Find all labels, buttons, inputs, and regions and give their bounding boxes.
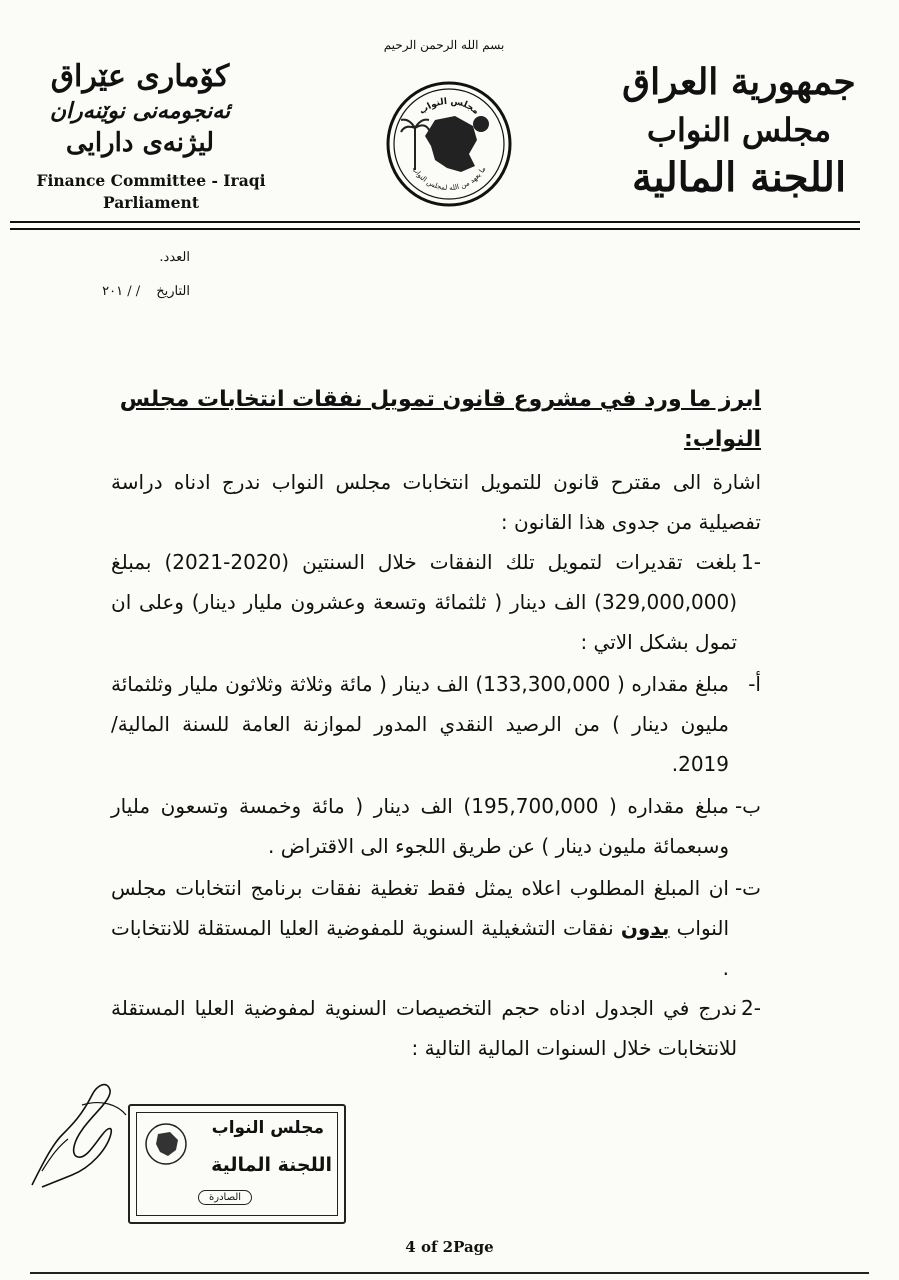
english-header-line1: Finance Committee - Iraqi	[36, 171, 266, 190]
number-field	[30, 250, 190, 265]
date-value: / / ٢٠١	[102, 284, 141, 299]
stamp-parliament: مجلس النواب	[211, 1118, 324, 1138]
seal-bottom-text: ما يعهد من الله لمجلس النواب	[410, 165, 488, 193]
seal-top-text: مجلس النواب	[417, 96, 481, 117]
kurdish-parliament: ئەنجومەنی نوێنەران	[49, 98, 231, 124]
arabic-header	[619, 58, 859, 202]
arabic-committee: اللجنة المالية	[631, 154, 847, 201]
sub-item-b	[111, 786, 761, 866]
list-item-1-number: -1	[741, 550, 761, 574]
sub-item-a	[111, 664, 761, 784]
signature-icon	[22, 1075, 142, 1195]
list-item-2-number: -2	[741, 996, 761, 1020]
list-item-1-text: بلغت تقديرات لتمويل تلك النفقات خلال السنتين (2020-2021) بمبلغ (329,000,000) الف دينار ( ثلثمائة وتسعة وعشرون مليار دينار) وعلى ان تمول بشكل الاتي :	[111, 550, 738, 654]
footer-divider	[30, 1272, 869, 1274]
document-title: ابرز ما ورد في مشروع قانون تمويل نفقات انتخابات مجلس النواب:	[119, 387, 761, 452]
stamp-outgoing: الصادرة	[198, 1190, 252, 1205]
sub-item-b-letter: ب-	[734, 794, 761, 818]
sub-item-a-letter: أ-	[748, 672, 761, 696]
iraq-map-icon	[144, 1122, 188, 1166]
parliament-seal-icon	[385, 80, 513, 208]
sub-item-b-text: مبلغ مقداره ( 195,700,000) الف دينار ( مائة وخمسة وتسعون مليار وسبعمائة مليون دينار ) عن طريق اللجوء الى الاقتراض .	[111, 794, 729, 858]
kurdish-header	[40, 58, 240, 160]
page-number: 4 of 2Page	[405, 1238, 494, 1256]
list-item-2	[111, 988, 761, 1068]
sub-item-c-letter: ت-	[734, 876, 761, 900]
list-item-2-text: ندرج في الجدول ادناه حجم التخصيصات السنوية لمفوضية العليا المستقلة للانتخابات خلال السنوات المالية التالية :	[111, 996, 738, 1060]
basmala: بسم الله الرحمن الرحيم	[383, 38, 505, 52]
sub-item-c-text-after: نفقات التشغيلية السنوية للمفوضية العليا المستقلة للانتخابات .	[111, 916, 729, 980]
stamp-committee: اللجنة المالية	[211, 1154, 332, 1176]
date-label: التاريخ	[156, 284, 190, 299]
number-label: العدد.	[159, 250, 190, 265]
header-divider-double	[10, 228, 860, 230]
sub-item-c-text-before: ان المبلغ المطلوب اعلاه يمثل فقط تغطية نفقات برنامج انتخابات مجلس النواب	[111, 876, 729, 940]
sub-item-c	[111, 868, 761, 988]
sub-item-c-text	[111, 868, 729, 988]
sub-item-a-text: مبلغ مقداره ( 133,300,000) الف دينار ( مائة وثلاثة وثلاثون مليار وثلثمائة مليون دينار ) من الرصيد النقدي المدور لموازنة العامة للسنة المالية/ 2019.	[111, 672, 730, 776]
list-item-1	[111, 542, 761, 662]
kurdish-committee: لیژنەی دارایی	[65, 128, 215, 158]
date-field	[30, 284, 190, 299]
header-divider	[10, 221, 860, 223]
sub-item-c-emphasis: بدون	[620, 916, 670, 940]
document-body	[111, 380, 761, 1068]
svg-text:مجلس النواب	[418, 97, 481, 117]
intro-paragraph: اشارة الى مقترح قانون للتمويل انتخابات مجلس النواب ندرج ادناه دراسة تفصيلية من جدوى هذا القانون :	[111, 470, 761, 534]
arabic-parliament: مجلس النواب	[646, 111, 832, 149]
committee-stamp	[128, 1104, 346, 1224]
english-header	[36, 170, 266, 214]
arabic-country: جمهورية العراق	[622, 61, 856, 103]
svg-text:ما يعهد من الله لمجلس النواب	[411, 165, 488, 192]
kurdish-country: كۆماری عێراق	[50, 59, 230, 94]
english-header-line2: Parliament	[103, 193, 199, 212]
